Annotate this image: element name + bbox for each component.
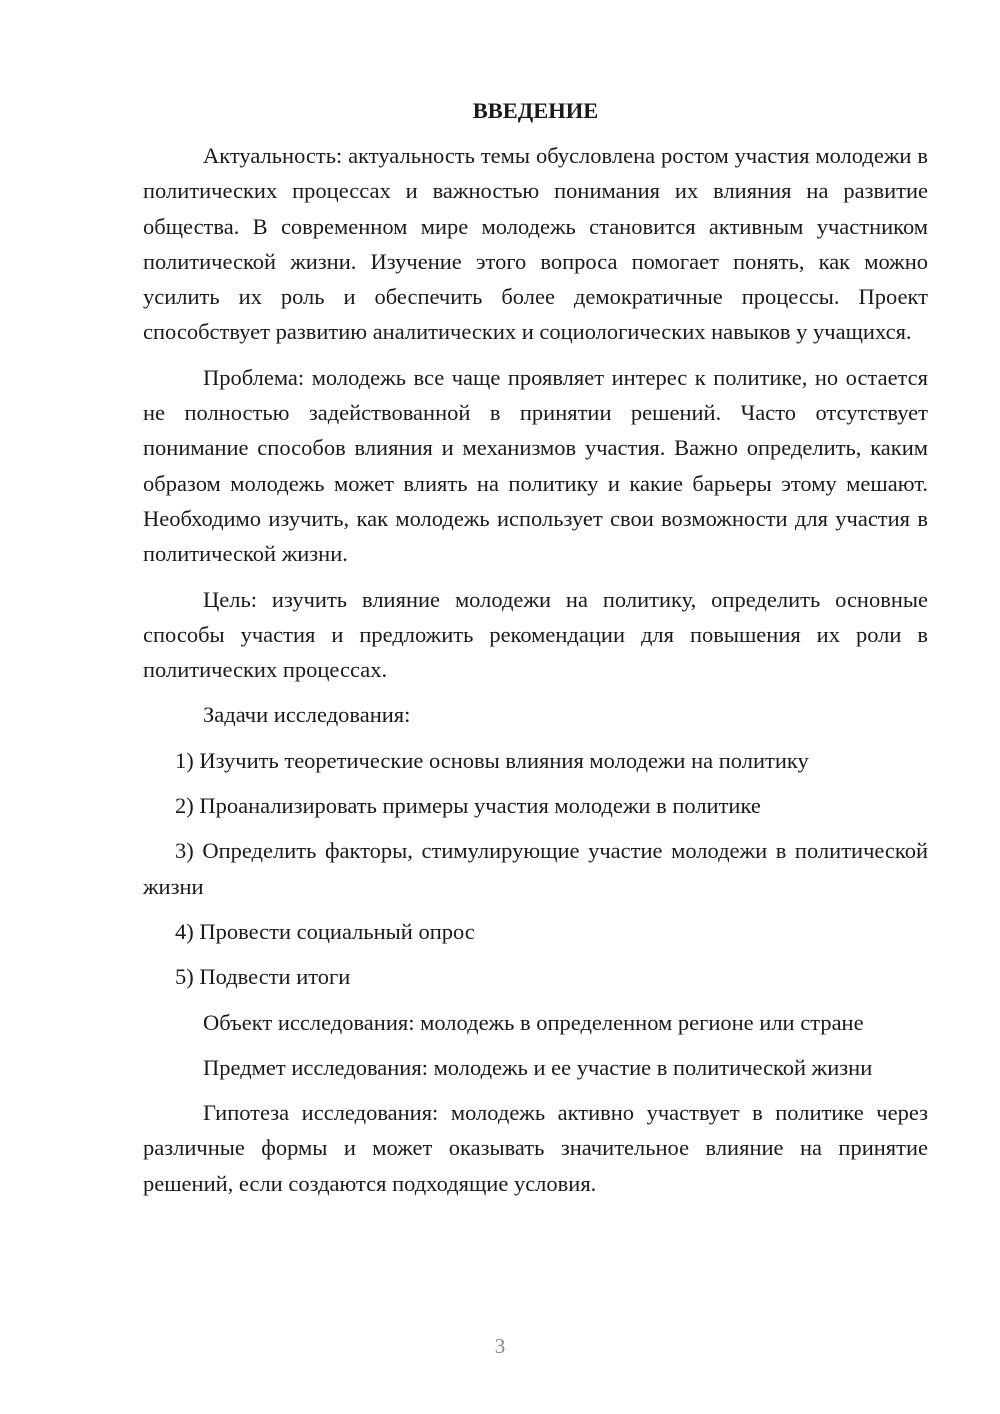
section-title: ВВЕДЕНИЕ bbox=[472, 98, 599, 123]
paragraph-goal: Цель: изучить влияние молодежи на политику, определить основные способы участия и предложить рекомендации для повышения их роли в политических процессах. bbox=[143, 586, 928, 683]
paragraph-hypothesis: Гипотеза исследования: молодежь активно участвует в политике через различные формы и может оказывать значительное влияние на принятие решений, если создаются подходящие условия. bbox=[143, 1100, 928, 1196]
page-number: 3 bbox=[494, 1334, 506, 1358]
paragraph-problem: Проблема: молодежь все чаще проявляет интерес к политике, но остается не полностью задействованной в принятии решений. Часто отсутствует понимание способов влияния и механизмов участия. Важно определить, каким образом молодежь может влиять на политику и какие барьеры этому мешают. Необходимо изучить, как молодежь использует свои возможности для участия в политической жизни. bbox=[143, 364, 928, 567]
paragraph-object: Объект исследования: молодежь в определенном регионе или стране bbox=[203, 1009, 864, 1035]
task-item: 1) Изучить теоретические основы влияния молодежи на политику bbox=[175, 747, 809, 773]
task-item: 5) Подвести итоги bbox=[175, 964, 351, 990]
paragraph-relevance: Актуальность: актуальность темы обусловлена ростом участия молодежи в политических процессах и важностью понимания их влияния на развитие общества. В современном мире молодежь становится активным участником политической жизни. Изучение этого вопроса помогает понять, как можно усилить их роль и обеспечить более демократичные процессы. Проект способствует развитию аналитических и социологических навыков у учащихся. bbox=[143, 143, 928, 345]
paragraph-subject: Предмет исследования: молодежь и ее участие в политической жизни bbox=[203, 1054, 873, 1080]
tasks-heading: Задачи исследования: bbox=[203, 702, 411, 728]
document-body bbox=[143, 96, 928, 1201]
task-item: 2) Проанализировать примеры участия молодежи в политике bbox=[175, 793, 761, 819]
task-item: 3) Определить факторы, стимулирующие участие молодежи в политической жизни bbox=[143, 838, 928, 899]
task-item: 4) Провести социальный опрос bbox=[175, 918, 475, 944]
